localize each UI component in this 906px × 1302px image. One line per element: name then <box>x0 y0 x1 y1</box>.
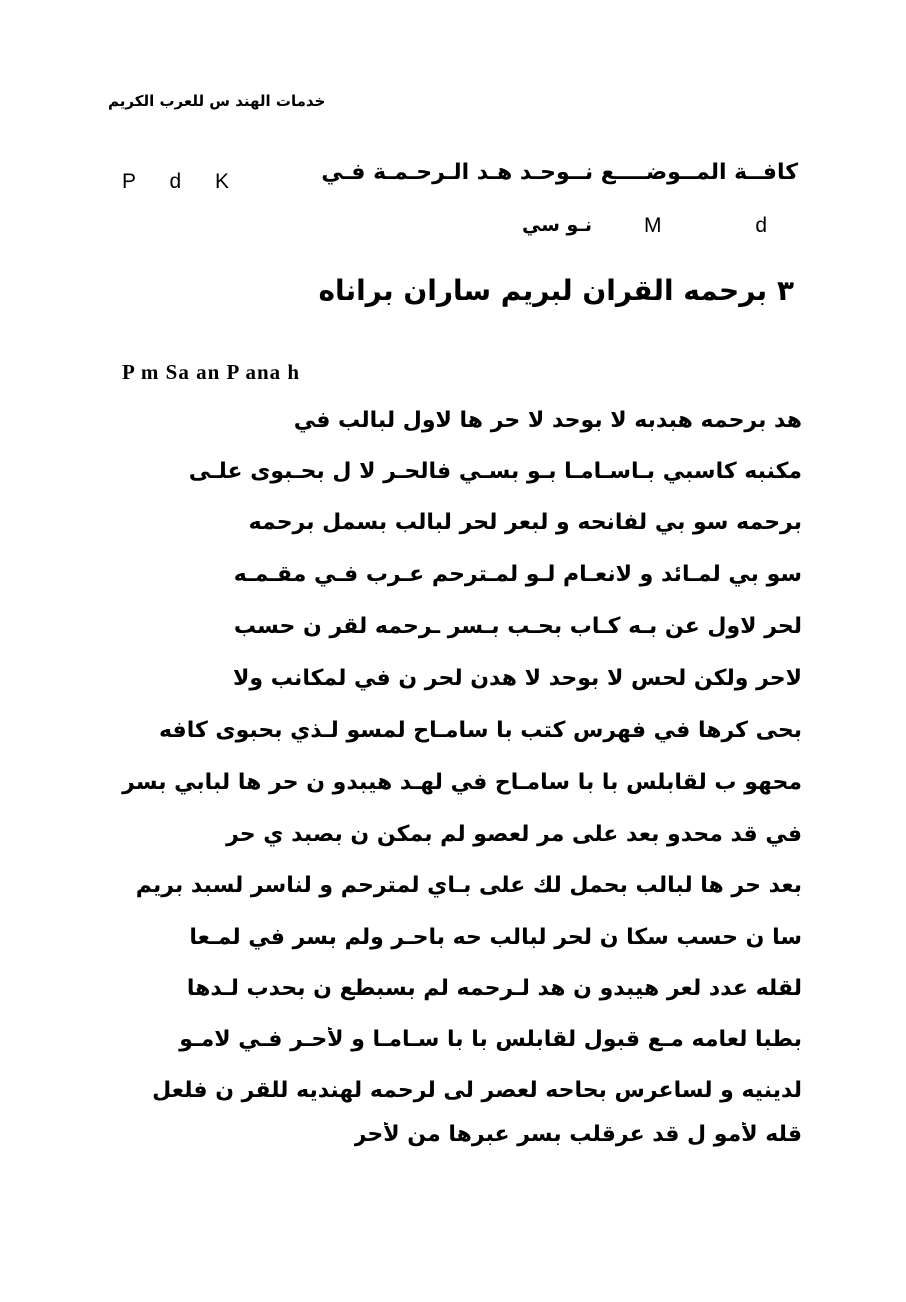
intro-line-2-latin-mid: M <box>644 214 676 237</box>
body-line: بعد حر ها لبالب بحمل لك على بـاي لمترحم و لناسر لسبد بريم <box>135 873 802 898</box>
body-line: برحمه سو بي لفانحه و لبعر لحر لبالب بسمل برحمه <box>248 510 802 535</box>
body-line: مكنبه كاسبي بـاسـامـا بـو بسـي فالحـر لا ل بحـبوى علـى <box>188 459 802 484</box>
body-line: سو بي لمـائد و لانعـام لـو لمـترحم عـرب فـي مقـمـه <box>233 562 802 587</box>
intro-line-2-latin-right: d <box>755 214 782 237</box>
body-line: بطبا لعامه مـع قبول لقابلس با با سـامـا و لأحـر فـي لامـو <box>179 1027 802 1052</box>
body-line: لاحر ولكن لحس لا بوحد لا هدن لحر ن في لمكانب ولا <box>233 666 802 691</box>
intro-line-1-arabic: كافــة المــوضــــع نــوحـد هـد الـرحـمـة فـي <box>321 160 798 185</box>
latin-title: P m Sa an P ana h <box>122 360 301 384</box>
body-line: لحر لاول عن بـه كـاب بحـب بـسر ـرحمه لقر ن حسب <box>233 614 802 639</box>
body-line: في قد محدو بعد على مر لعصو لم بمكن ن بصبد ي حر <box>226 822 802 847</box>
intro-line-2-arabic: نـو سي <box>522 214 593 236</box>
intro-line-1-latin: P d K <box>122 170 243 193</box>
body-line: بحى كرها في فهرس كتب با سامـاح لمسو لـذي بحبوى كافه <box>158 718 802 743</box>
body-line: لدينيه و لساعرس بحاحه لعصر لى لرحمه لهنديه للقر ن فلعل <box>152 1078 802 1103</box>
intro-line-2-latin <box>644 214 782 238</box>
running-header: خدمات الهند س للعرب الكريم <box>108 92 326 110</box>
body-line: محهو ب لقابلس با با سامـاح في لهـد هيبدو ن حر ها لبابي بسر <box>122 770 802 795</box>
section-heading: ٣ برحمه القران لبريم ساران براناه <box>318 274 794 307</box>
body-line: سا ن حسب سكا ن لحر لبالب حه باحـر ولم بسر في لمـعا <box>189 925 802 950</box>
body-line: هد برحمه هبدبه لا بوحد لا حر ها لاول لبالب في <box>293 408 802 433</box>
body-line: لقله عدد لعر هيبدو ن هد لـرحمه لم بسبطع ن بحدب لـدها <box>186 976 802 1001</box>
body-line-last: قله لأمو ل قد عرقلب بسر عبرها من لأحر <box>353 1122 802 1147</box>
